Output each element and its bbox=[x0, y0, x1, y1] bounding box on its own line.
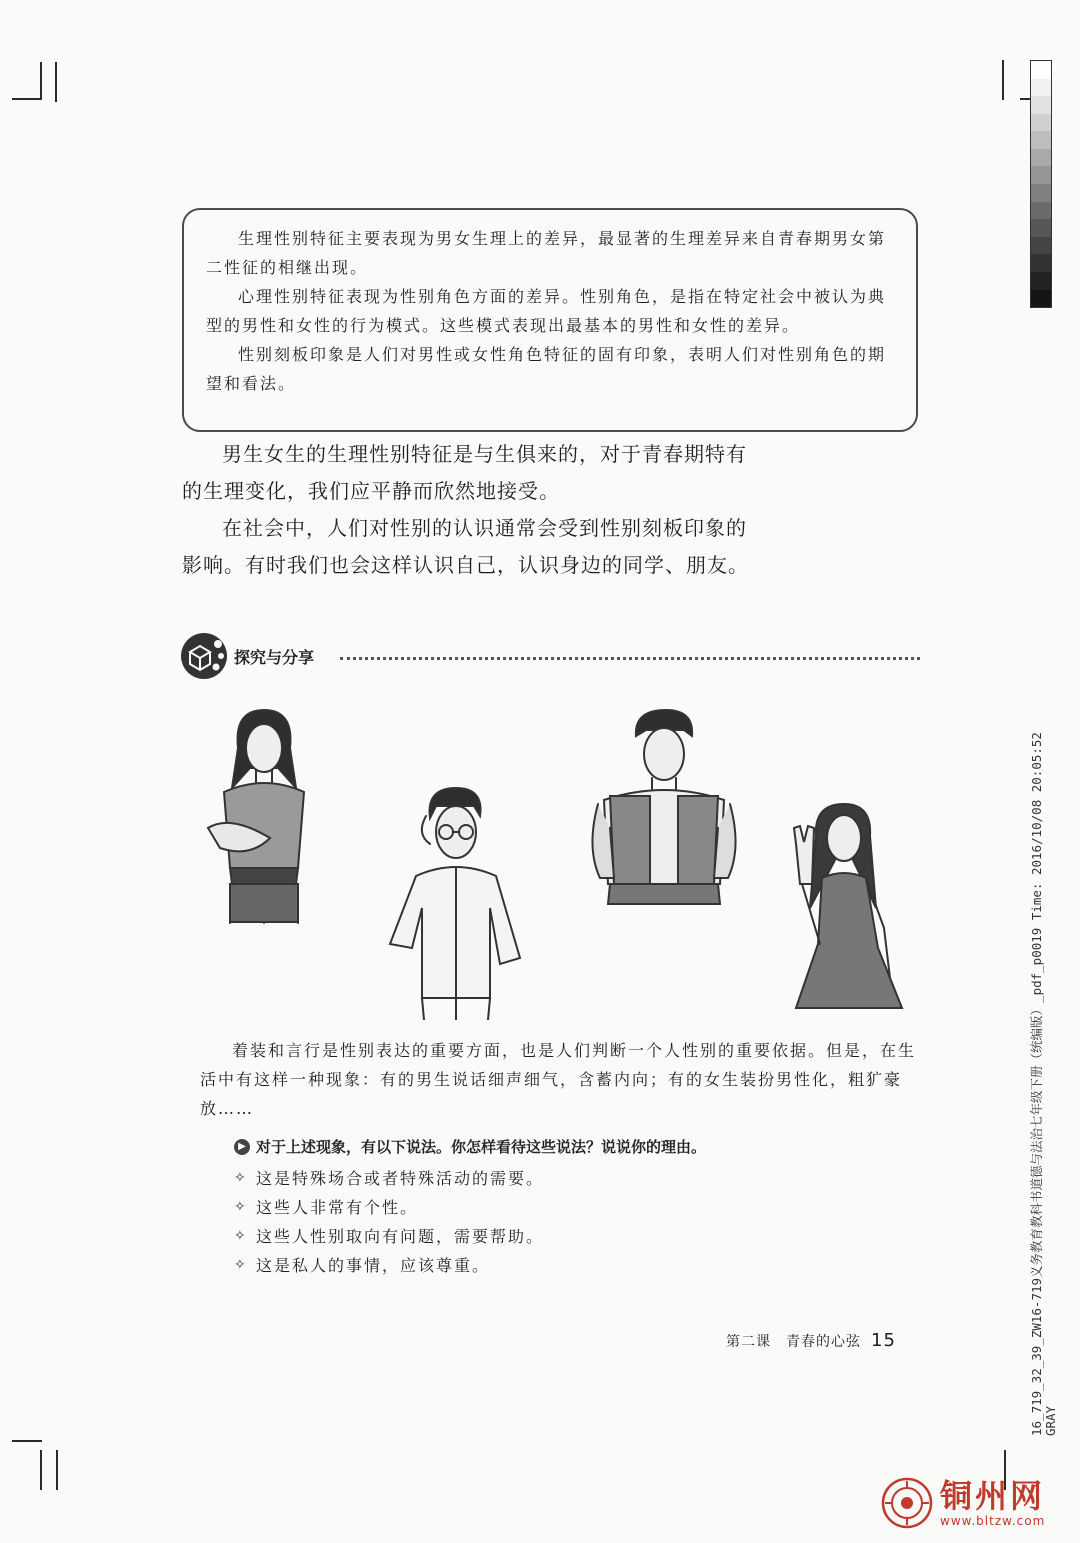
crop-mark bbox=[1020, 98, 1030, 100]
diamond-bullet-icon: ✧ bbox=[234, 1257, 248, 1273]
people-illustration bbox=[190, 708, 920, 1020]
crop-mark bbox=[12, 1440, 42, 1442]
definition-box bbox=[182, 208, 918, 432]
diamond-bullet-icon: ✧ bbox=[234, 1228, 248, 1244]
definition-paragraph: 生理性别特征主要表现为男女生理上的差异，最显著的生理差异来自青春期男女第二性征的相继出现。 bbox=[206, 229, 887, 277]
section-divider bbox=[340, 657, 920, 660]
body-paragraph: 在社会中，人们对性别的认识通常会受到性别刻板印象的影响。有时我们也会这样认识自己，认识身边的同学、朋友。 bbox=[182, 516, 749, 577]
crop-mark bbox=[40, 1450, 42, 1490]
page-number: 15 bbox=[871, 1330, 896, 1351]
activity-paragraph bbox=[200, 1036, 920, 1123]
option-text: 这是私人的事情，应该尊重。 bbox=[256, 1256, 491, 1275]
diamond-bullet-icon: ✧ bbox=[234, 1170, 248, 1186]
arrow-bullet-icon: ▶ bbox=[234, 1139, 250, 1155]
list-item bbox=[234, 1193, 544, 1222]
option-text: 这些人非常有个性。 bbox=[256, 1198, 419, 1217]
site-logo-icon bbox=[880, 1476, 934, 1530]
crop-mark bbox=[56, 1450, 58, 1490]
site-watermark bbox=[880, 1470, 1070, 1536]
grayscale-bar bbox=[1030, 60, 1052, 308]
discussion-question bbox=[234, 1136, 706, 1157]
print-metadata-line: 16_719_32_39_ZW16-719义务教育教科书道德与法治七年级下册（统编版）_pdf_p0019 Time: 2016/10/08 20:05:52 bbox=[1029, 732, 1044, 1436]
cube-molecule-icon bbox=[180, 632, 228, 680]
watermark-name: 铜州网 bbox=[940, 1477, 1046, 1515]
question-text: 对于上述现象，有以下说法。你怎样看待这些说法？说说你的理由。 bbox=[256, 1138, 707, 1156]
girl-in-dress-figure bbox=[794, 804, 902, 1008]
crop-mark bbox=[55, 62, 57, 102]
lesson-title: 第二课 青春的心弦 bbox=[726, 1334, 861, 1350]
option-list bbox=[234, 1164, 544, 1280]
boy-with-glasses-figure bbox=[390, 788, 520, 1020]
activity-text: 着装和言行是性别表达的重要方面，也是人们判断一个人性别的重要依据。但是，在生活中有这样一种现象：有的男生说话细声细气，含蓄内向；有的女生装扮男性化，粗犷豪放…… bbox=[200, 1041, 917, 1118]
print-metadata-gray: GRAY bbox=[1043, 1405, 1058, 1436]
definition-paragraph: 性别刻板印象是人们对男性或女性角色特征的固有印象，表明人们对性别角色的期望和看法。 bbox=[206, 345, 887, 393]
crop-mark bbox=[12, 98, 42, 100]
list-item bbox=[234, 1164, 544, 1193]
page-footer bbox=[726, 1330, 896, 1351]
list-item bbox=[234, 1222, 544, 1251]
definition-paragraph: 心理性别特征表现为性别角色方面的差异。性别角色，是指在特定社会中被认为典型的男性和女性的行为模式。这些模式表现出最基本的男性和女性的差异。 bbox=[206, 287, 887, 335]
body-text bbox=[182, 436, 752, 584]
man-in-vest-figure bbox=[592, 710, 735, 904]
option-text: 这是特殊场合或者特殊活动的需要。 bbox=[256, 1169, 545, 1188]
woman-figure bbox=[208, 710, 304, 923]
section-title: 探究与分享 bbox=[234, 648, 315, 667]
option-text: 这些人性别取向有问题，需要帮助。 bbox=[256, 1227, 545, 1246]
crop-mark bbox=[40, 62, 42, 98]
body-paragraph: 男生女生的生理性别特征是与生俱来的，对于青春期特有的生理变化，我们应平静而欣然地接受。 bbox=[182, 442, 747, 503]
watermark-url: www.bltzw.com bbox=[940, 1514, 1046, 1528]
crop-mark bbox=[1002, 60, 1004, 100]
list-item bbox=[234, 1251, 544, 1280]
diamond-bullet-icon: ✧ bbox=[234, 1199, 248, 1215]
print-metadata bbox=[1030, 732, 1058, 1436]
